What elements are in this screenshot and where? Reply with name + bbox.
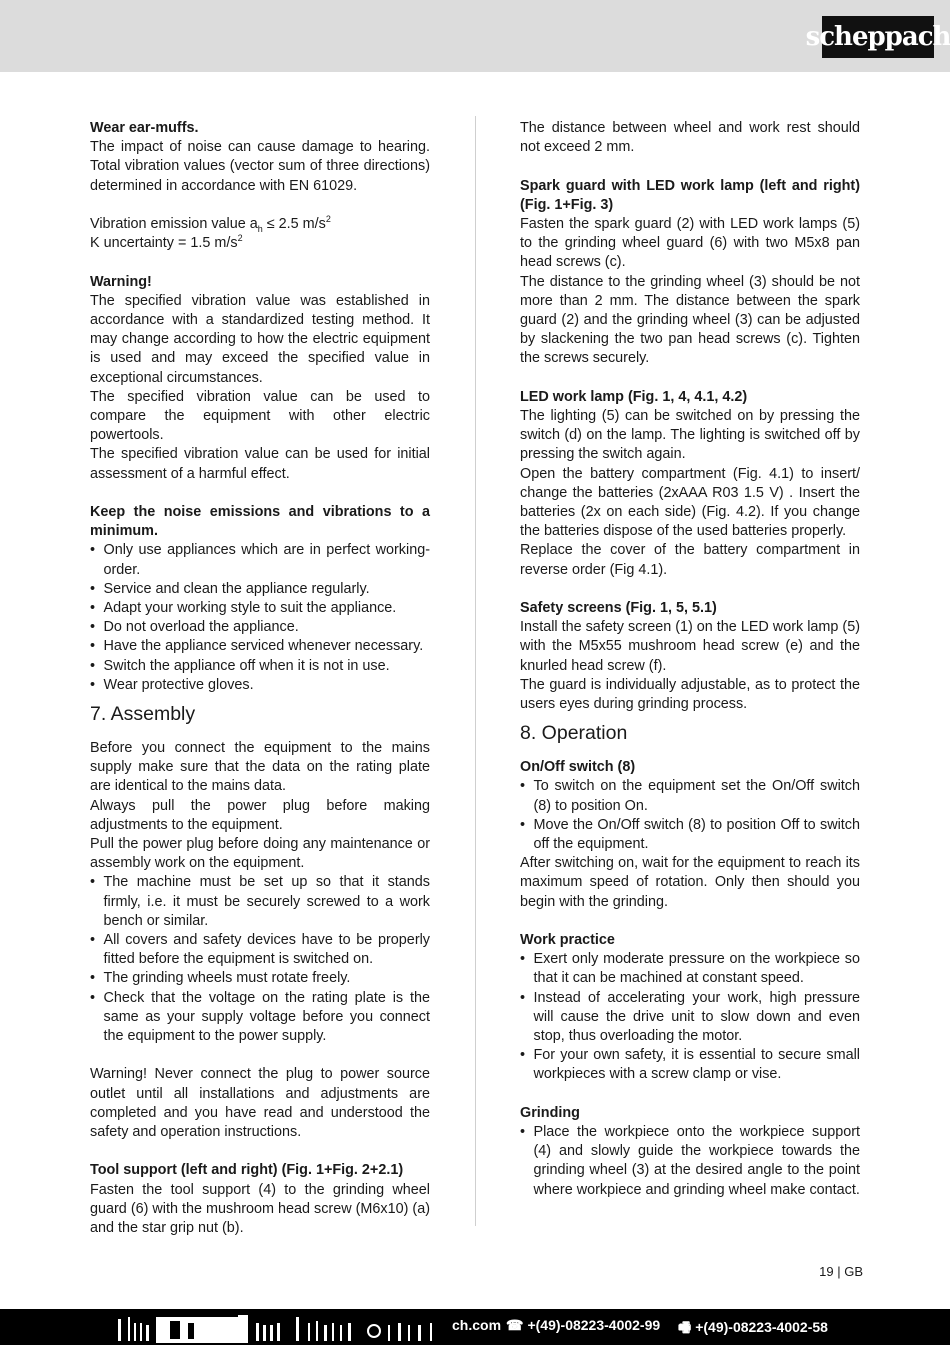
list-item: • To switch on the equipment set the On/Off switch (8) to position On. bbox=[520, 777, 860, 815]
led-lamp-paragraph-1: The lighting (5) can be switched on by pressing the switch (d) on the lamp. The lighting is switched off by pressing the switch again. bbox=[520, 408, 860, 463]
list-item: • Wear protective gloves. bbox=[90, 676, 430, 695]
assembly-paragraph-3: Pull the power plug before doing any maintenance or assembly work on the equipment. bbox=[90, 836, 430, 872]
work-practice-list bbox=[520, 950, 860, 1084]
work-practice-heading: Work practice bbox=[520, 932, 615, 949]
assembly-warning: Warning! Never connect the plug to power source outlet until all installations and adjustments are completed and you have read and understood the safety and operation instructions. bbox=[90, 1066, 430, 1141]
list-item: • Move the On/Off switch (8) to position Off to switch off the equipment. bbox=[520, 816, 860, 854]
footer-phone: ☎ +(49)-08223-4002-99 bbox=[506, 1317, 661, 1333]
warning-paragraph-3: The specified vibration value can be used for initial assessment of a harmful effect. bbox=[90, 446, 430, 482]
list-item: • Only use appliances which are in perfect working-order. bbox=[90, 541, 430, 579]
assembly-title: 7. Assembly bbox=[90, 703, 196, 726]
footer-website: ch.com bbox=[452, 1317, 502, 1333]
warning-heading: Warning! bbox=[90, 273, 152, 290]
safety-screens-paragraph-2: The guard is individually adjustable, as to protect the users eyes during grinding process. bbox=[520, 676, 860, 713]
led-lamp-heading: LED work lamp (Fig. 1, 4, 4.1, 4.2) bbox=[520, 388, 748, 405]
onoff-paragraph: After switching on, wait for the equipment to reach its maximum speed of rotation. Only then should you begin with the grinding. bbox=[520, 855, 860, 910]
led-lamp-paragraph-3: Replace the cover of the battery compartment in reverse order (Fig 4.1). bbox=[520, 542, 860, 578]
assembly-paragraph-1: Before you connect the equipment to the mains supply make sure that the data on the rating plate are identical to the mains data. bbox=[90, 740, 430, 795]
grinding-heading: Grinding bbox=[520, 1104, 580, 1121]
brand-logo: scheppach bbox=[822, 16, 934, 58]
footer-fax: 🖷 +(49)-08223-4002-58 bbox=[678, 1317, 828, 1341]
header-bar bbox=[0, 0, 950, 72]
safety-screens-paragraph-1: Install the safety screen (1) on the LED work lamp (5) with the M5x55 mushroom head screw (e) and the knurled head screw (f). bbox=[520, 619, 860, 674]
page-number: 19 | GB bbox=[819, 1264, 863, 1279]
ear-muffs-heading: Wear ear-muffs. bbox=[90, 120, 199, 136]
safety-screens-heading: Safety screens (Fig. 1, 5, 5.1) bbox=[520, 600, 717, 617]
list-item: • Service and clean the appliance regularly. bbox=[90, 580, 430, 599]
spark-guard-paragraph-2: The distance to the grinding wheel (3) should be not more than 2 mm. The distance between the spark guard (2) and the grinding wheel (3) can be adjusted by slackening the two pan head screws (c). Tighten the screws securely. bbox=[520, 273, 860, 367]
led-lamp-paragraph-2: Open the battery compartment (Fig. 4.1) to insert/ change the batteries (2xAAA R03 1.5 V) . Insert the batteries (2x on each side) (Fig. 4.2). If you change the batteries dispose of the used batteries properly. bbox=[520, 465, 860, 540]
list-item: • Adapt your working style to suit the appliance. bbox=[90, 599, 430, 618]
list-item: • Have the appliance serviced whenever necessary. bbox=[90, 637, 430, 656]
list-item: • Exert only moderate pressure on the workpiece so that it can be machined at constant speed. bbox=[520, 950, 860, 988]
list-item: • Check that the voltage on the rating plate is the same as your supply voltage before you connect the equipment to the power supply. bbox=[90, 989, 430, 1047]
phone-icon: ☎ bbox=[506, 1317, 524, 1333]
tool-support-heading: Tool support (left and right) (Fig. 1+Fig. 2+2.1) bbox=[90, 1162, 404, 1179]
spark-guard-heading: Spark guard with LED work lamp (left and right) (Fig. 1+Fig. 3) bbox=[520, 177, 860, 213]
noise-emissions-heading: Keep the noise emissions and vibrations to a minimum. bbox=[90, 504, 430, 540]
spark-guard-paragraph-1: Fasten the spark guard (2) with LED work lamps (5) to the grinding wheel guard (6) with two M5x8 pan head screws (c). bbox=[520, 216, 860, 271]
list-item: • For your own safety, it is essential to secure small workpieces with a screw clamp or vise. bbox=[520, 1046, 860, 1084]
list-item: • Instead of accelerating your work, high pressure will cause the drive unit to slow down and even stop, thus overloading the motor. bbox=[520, 989, 860, 1047]
assembly-paragraph-2: Always pull the power plug before making adjustments to the equipment. bbox=[90, 797, 430, 833]
list-item: • The machine must be set up so that it stands firmly, i.e. it must be securely screwed to a work bench or similar. bbox=[90, 873, 430, 931]
list-item: • All covers and safety devices have to be properly fitted before the equipment is switched on. bbox=[90, 931, 430, 969]
list-item: • Switch the appliance off when it is not in use. bbox=[90, 657, 430, 676]
footer-barcode-graphic bbox=[118, 1313, 443, 1343]
noise-list bbox=[90, 541, 430, 695]
left-column bbox=[90, 119, 430, 1238]
assembly-list bbox=[90, 873, 430, 1046]
k-uncertainty: K uncertainty = 1.5 $m/s^2$ bbox=[90, 233, 243, 252]
tool-support-paragraph: Fasten the tool support (4) to the grinding wheel guard (6) with the mushroom head screw (M6x10) (a) and the star grip nut (b). bbox=[90, 1181, 430, 1237]
noise-paragraph: The impact of noise can cause damage to hearing. Total vibration values (vector sum of three directions) determined in accordance with EN 61029. bbox=[90, 139, 430, 194]
column-divider bbox=[475, 116, 476, 1226]
list-item: • The grinding wheels must rotate freely. bbox=[90, 969, 430, 988]
onoff-heading: On/Off switch (8) bbox=[520, 759, 636, 776]
vibration-emission-value: Vibration emission value $a_h \le 2.5$ $m/s^2$ bbox=[90, 214, 331, 234]
list-item: • Place the workpiece onto the workpiece support (4) and slowly guide the workpiece towards the grinding wheel (3) at the desired angle to the point where workpiece and grinding wheel make contact. bbox=[520, 1123, 860, 1200]
onoff-list bbox=[520, 777, 860, 854]
fax-icon: 🖷 bbox=[678, 1319, 692, 1335]
operation-title: 8. Operation bbox=[520, 722, 628, 745]
grinding-list bbox=[520, 1123, 860, 1200]
distance-paragraph: The distance between wheel and work rest should not exceed 2 mm. bbox=[520, 120, 860, 156]
list-item: • Do not overload the appliance. bbox=[90, 618, 430, 637]
warning-paragraph-1: The specified vibration value was established in accordance with a standardized testing method. It may change according to how the electric equipment is used and may exceed the specified value in exceptional circumstances. bbox=[90, 292, 430, 386]
right-column bbox=[520, 119, 860, 1200]
warning-paragraph-2: The specified vibration value can be used to compare the equipment with other electric powertools. bbox=[90, 388, 430, 444]
